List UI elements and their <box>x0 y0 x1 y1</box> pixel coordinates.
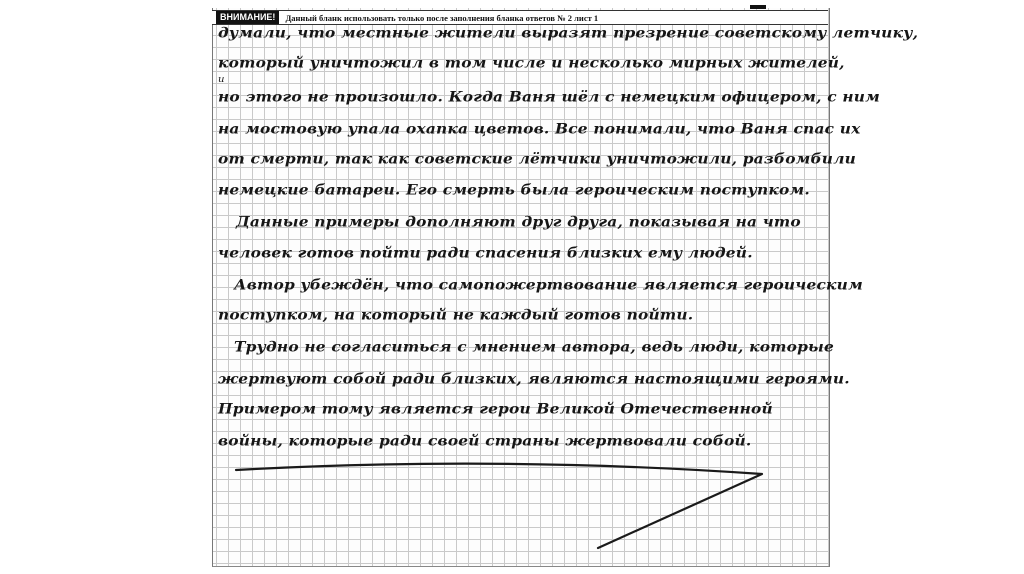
essay-line: человек готов пойти ради спасения близких ему людей. <box>218 244 753 262</box>
attention-badge: ВНИМАНИЕ! <box>216 11 279 24</box>
essay-line: думали, что местные жители выразят презрение советскому летчику, <box>218 24 919 42</box>
inserted-correction-mark: и <box>218 74 225 85</box>
essay-line: который уничтожил в том числе и несколько мирных жителей, <box>218 54 845 72</box>
header-notice: Данный бланк использовать только после заполнения бланка ответов № 2 лист 1 <box>285 12 599 23</box>
essay-line: Данные примеры дополняют друг друга, показывая на что <box>236 213 801 231</box>
essay-line: от смерти, так как советские лётчики уничтожили, разбомбили <box>218 150 857 168</box>
essay-line: Примером тому является герои Великой Отечественной <box>218 400 773 418</box>
essay-line: поступком, на который не каждый готов пойти. <box>218 306 694 324</box>
essay-line: войны, которые ради своей страны жертвовали собой. <box>218 432 752 450</box>
essay-line: жертвуют собой ради близких, являются настоящими героями. <box>218 370 850 388</box>
essay-line: немецкие батареи. Его смерть была героическим поступком. <box>218 181 810 199</box>
essay-line: но этого не произошло. Когда Ваня шёл с немецким офицером, с ним <box>218 88 881 106</box>
essay-line: на мостовую упала охапка цветов. Все понимали, что Ваня спас их <box>218 120 861 138</box>
essay-line: Трудно не согласиться с мнением автора, ведь люди, которые <box>234 338 834 356</box>
essay-line: Автор убеждён, что самопожертвование является героическим <box>234 276 863 294</box>
